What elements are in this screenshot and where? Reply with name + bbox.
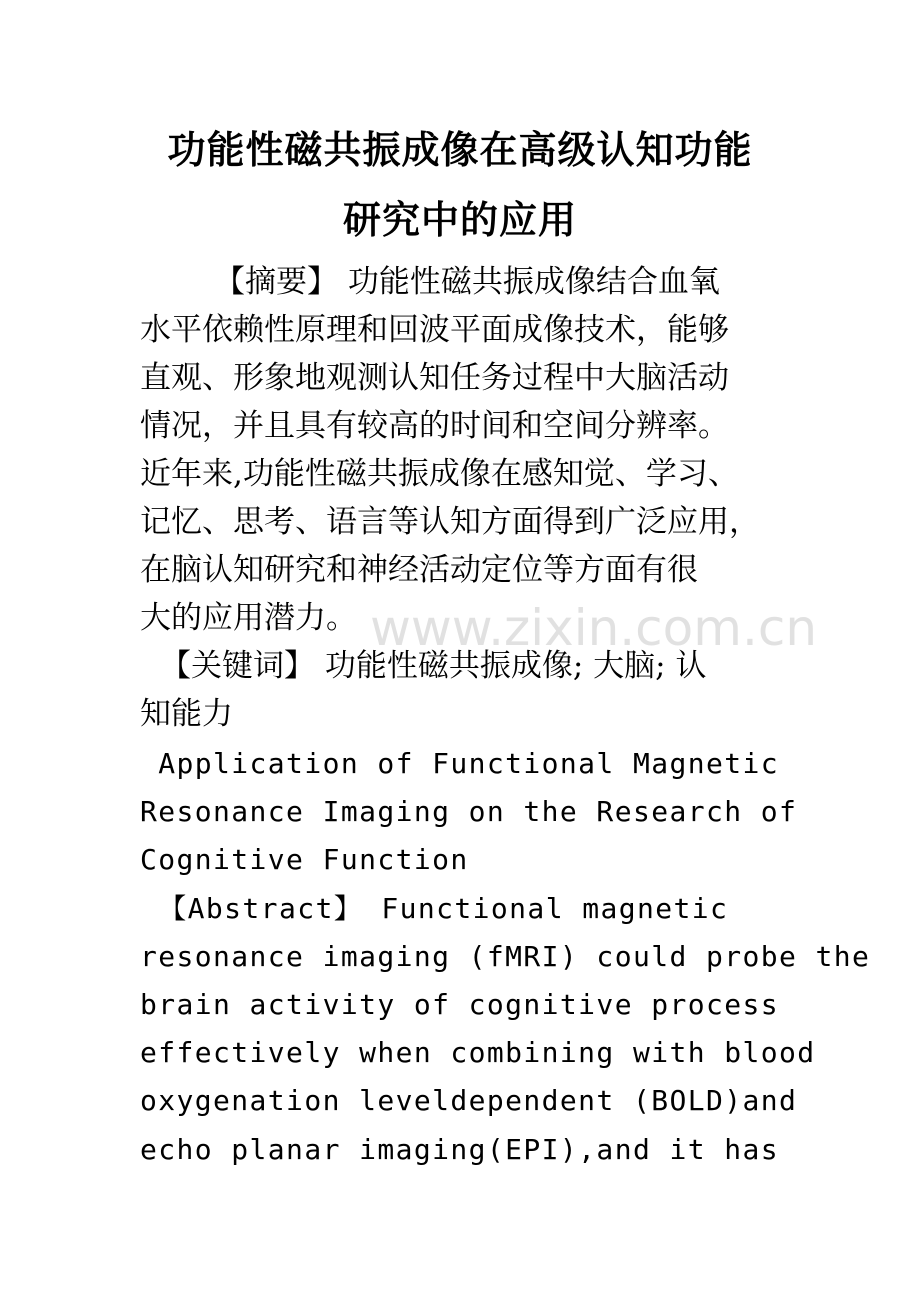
abstract-zh-line: 水平依赖性原理和回波平面成像技术，能够 <box>140 312 729 348</box>
abstract-en-line: brain activity of cognitive process <box>140 988 780 1021</box>
english-title-line: Cognitive Function <box>140 843 469 876</box>
keywords-zh-line: 知能力 <box>140 696 233 732</box>
watermark: www.zixin.com.cn <box>370 599 818 657</box>
english-title-line: Application of Functional Magnetic <box>140 747 780 780</box>
abstract-en-line: echo planar imaging(EPI),and it has <box>140 1133 780 1166</box>
document-title-line-1: 功能性磁共振成像在高级认知功能 <box>167 128 753 172</box>
abstract-en-line: effectively when combining with blood <box>140 1036 816 1069</box>
document-title-line-2: 研究中的应用 <box>342 198 577 242</box>
abstract-zh-line: 在脑认知研究和神经活动定位等方面有很 <box>140 552 698 588</box>
abstract-zh-line: 【摘要】 功能性磁共振成像结合血氧 <box>214 264 720 300</box>
keywords-zh-line: 【关键词】 功能性磁共振成像; 大脑; 认 <box>160 648 707 684</box>
abstract-zh-line: 记忆、思考、语言等认知方面得到广泛应用， <box>140 504 760 540</box>
abstract-en-line: oxygenation leveldependent (BOLD)and <box>140 1084 798 1117</box>
abstract-zh-line: 近年来,功能性磁共振成像在感知觉、学习、 <box>140 456 739 492</box>
abstract-zh-line: 大的应用潜力。 <box>140 600 357 636</box>
abstract-zh-line: 情况，并且具有较高的时间和空间分辨率。 <box>140 408 729 444</box>
english-title-line: Resonance Imaging on the Research of <box>140 795 798 828</box>
abstract-en-line: resonance imaging (fMRI) could probe the <box>140 940 871 973</box>
abstract-en-line: 【Abstract】 Functional magnetic <box>140 892 729 925</box>
abstract-zh-line: 直观、形象地观测认知任务过程中大脑活动 <box>140 360 729 396</box>
